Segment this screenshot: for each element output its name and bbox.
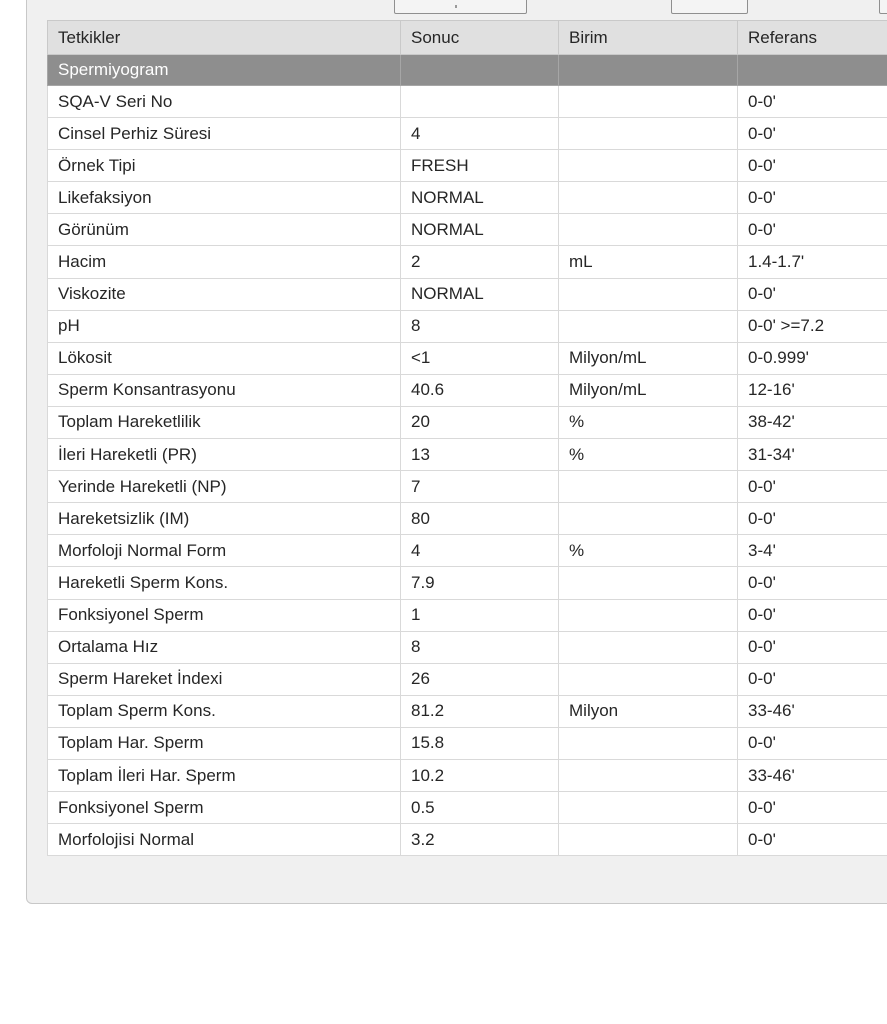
cell-reference: 0-0' bbox=[738, 214, 887, 246]
cell-result: 4 bbox=[401, 535, 559, 567]
column-header-test[interactable]: Tetkikler bbox=[48, 21, 401, 55]
cell-reference: 0-0' bbox=[738, 824, 887, 856]
section-title: Spermiyogram bbox=[48, 55, 401, 86]
table-row[interactable] bbox=[48, 406, 887, 438]
table-row[interactable] bbox=[48, 631, 887, 663]
cell-result: 1 bbox=[401, 599, 559, 631]
table-row[interactable] bbox=[48, 599, 887, 631]
cell-result: 7 bbox=[401, 471, 559, 503]
cell-unit: Milyon/mL bbox=[559, 342, 738, 374]
cell-reference: 0-0' bbox=[738, 278, 887, 310]
cell-reference: 0-0.999' bbox=[738, 342, 887, 374]
cell-test: Fonksiyonel Sperm bbox=[48, 792, 401, 824]
cell-reference: 0-0' bbox=[738, 599, 887, 631]
cell-unit: Milyon/mL bbox=[559, 374, 738, 406]
cell-reference: 0-0' bbox=[738, 471, 887, 503]
cell-unit: mL bbox=[559, 246, 738, 278]
cell-result: NORMAL bbox=[401, 278, 559, 310]
cell-result: 8 bbox=[401, 631, 559, 663]
cell-unit bbox=[559, 567, 738, 599]
cell-test: Sperm Konsantrasyonu bbox=[48, 374, 401, 406]
cell-reference: 3-4' bbox=[738, 535, 887, 567]
cell-result: 4 bbox=[401, 118, 559, 150]
cell-unit bbox=[559, 727, 738, 759]
table-row[interactable] bbox=[48, 759, 887, 791]
cell-test: İleri Hareketli (PR) bbox=[48, 439, 401, 471]
cell-test: Morfolojisi Normal bbox=[48, 824, 401, 856]
table-row[interactable] bbox=[48, 118, 887, 150]
column-header-reference[interactable]: Referans bbox=[738, 21, 887, 55]
table-row[interactable] bbox=[48, 439, 887, 471]
cell-test: Toplam Sperm Kons. bbox=[48, 695, 401, 727]
table-row[interactable] bbox=[48, 278, 887, 310]
cell-unit: % bbox=[559, 439, 738, 471]
cell-reference: 0-0' bbox=[738, 150, 887, 182]
section-cell bbox=[738, 55, 887, 86]
cell-unit bbox=[559, 503, 738, 535]
cell-test: Likefaksiyon bbox=[48, 182, 401, 214]
cell-test: Viskozite bbox=[48, 278, 401, 310]
cell-result: 40.6 bbox=[401, 374, 559, 406]
cell-reference: 0-0' >=7.2 bbox=[738, 310, 887, 342]
table-header-row bbox=[48, 21, 887, 55]
cell-unit bbox=[559, 214, 738, 246]
cell-test: Ortalama Hız bbox=[48, 631, 401, 663]
cell-test: Fonksiyonel Sperm bbox=[48, 599, 401, 631]
cell-unit bbox=[559, 182, 738, 214]
cell-result: 10.2 bbox=[401, 759, 559, 791]
cell-reference: 0-0' bbox=[738, 663, 887, 695]
table-row[interactable] bbox=[48, 310, 887, 342]
cell-unit bbox=[559, 663, 738, 695]
cell-unit bbox=[559, 631, 738, 663]
cell-unit bbox=[559, 759, 738, 791]
cell-test: Toplam Har. Sperm bbox=[48, 727, 401, 759]
cell-test: Cinsel Perhiz Süresi bbox=[48, 118, 401, 150]
cell-result: 13 bbox=[401, 439, 559, 471]
cell-reference: 1.4-1.7' bbox=[738, 246, 887, 278]
table-row[interactable] bbox=[48, 214, 887, 246]
table-row[interactable] bbox=[48, 727, 887, 759]
cell-test: SQA-V Seri No bbox=[48, 86, 401, 118]
cell-reference: 33-46' bbox=[738, 695, 887, 727]
cell-unit: % bbox=[559, 535, 738, 567]
table-row[interactable] bbox=[48, 471, 887, 503]
cell-test: Hacim bbox=[48, 246, 401, 278]
cell-test: Yerinde Hareketli (NP) bbox=[48, 471, 401, 503]
cell-test: pH bbox=[48, 310, 401, 342]
cell-unit: % bbox=[559, 406, 738, 438]
cell-result: NORMAL bbox=[401, 182, 559, 214]
toolbar-button-3[interactable] bbox=[879, 0, 887, 14]
cell-unit bbox=[559, 278, 738, 310]
cell-test: Hareketsizlik (IM) bbox=[48, 503, 401, 535]
cell-result: 26 bbox=[401, 663, 559, 695]
table-row[interactable] bbox=[48, 182, 887, 214]
cell-unit bbox=[559, 86, 738, 118]
cell-result: 0.5 bbox=[401, 792, 559, 824]
cell-result: 2 bbox=[401, 246, 559, 278]
cell-reference: 0-0' bbox=[738, 118, 887, 150]
toolbar-button-1[interactable] bbox=[394, 0, 527, 14]
cell-unit bbox=[559, 824, 738, 856]
section-cell bbox=[401, 55, 559, 86]
cell-test: Morfoloji Normal Form bbox=[48, 535, 401, 567]
cell-reference: 33-46' bbox=[738, 759, 887, 791]
table-row[interactable] bbox=[48, 695, 887, 727]
cell-reference: 0-0' bbox=[738, 86, 887, 118]
cell-unit: Milyon bbox=[559, 695, 738, 727]
column-header-unit[interactable]: Birim bbox=[559, 21, 738, 55]
table-row[interactable] bbox=[48, 535, 887, 567]
column-header-result[interactable]: Sonuc bbox=[401, 21, 559, 55]
cell-result: 20 bbox=[401, 406, 559, 438]
cell-result: <1 bbox=[401, 342, 559, 374]
cell-result: 8 bbox=[401, 310, 559, 342]
table-row[interactable] bbox=[48, 567, 887, 599]
cell-test: Toplam Hareketlilik bbox=[48, 406, 401, 438]
cell-reference: 12-16' bbox=[738, 374, 887, 406]
cell-reference: 0-0' bbox=[738, 727, 887, 759]
table-row[interactable] bbox=[48, 342, 887, 374]
cell-test: Görünüm bbox=[48, 214, 401, 246]
cell-reference: 0-0' bbox=[738, 182, 887, 214]
cell-unit bbox=[559, 150, 738, 182]
table-row[interactable] bbox=[48, 663, 887, 695]
table-row[interactable] bbox=[48, 86, 887, 118]
cell-test: Lökosit bbox=[48, 342, 401, 374]
toolbar-button-2[interactable] bbox=[671, 0, 748, 14]
cell-unit bbox=[559, 118, 738, 150]
cell-result bbox=[401, 86, 559, 118]
cell-test: Örnek Tipi bbox=[48, 150, 401, 182]
cell-result: 80 bbox=[401, 503, 559, 535]
table-row[interactable] bbox=[48, 503, 887, 535]
cell-result: 3.2 bbox=[401, 824, 559, 856]
cell-reference: 38-42' bbox=[738, 406, 887, 438]
cell-test: Hareketli Sperm Kons. bbox=[48, 567, 401, 599]
cell-result: NORMAL bbox=[401, 214, 559, 246]
cell-reference: 0-0' bbox=[738, 503, 887, 535]
results-table bbox=[47, 20, 887, 856]
cell-unit bbox=[559, 310, 738, 342]
cell-unit bbox=[559, 471, 738, 503]
table-row[interactable] bbox=[48, 792, 887, 824]
cell-test: Sperm Hareket İndexi bbox=[48, 663, 401, 695]
cell-unit bbox=[559, 792, 738, 824]
cell-test: Toplam İleri Har. Sperm bbox=[48, 759, 401, 791]
cell-result: FRESH bbox=[401, 150, 559, 182]
section-cell bbox=[559, 55, 738, 86]
table-row[interactable] bbox=[48, 824, 887, 856]
cell-reference: 31-34' bbox=[738, 439, 887, 471]
section-row[interactable] bbox=[48, 55, 887, 86]
table-row[interactable] bbox=[48, 246, 887, 278]
table-row[interactable] bbox=[48, 150, 887, 182]
cell-result: 81.2 bbox=[401, 695, 559, 727]
cell-result: 7.9 bbox=[401, 567, 559, 599]
table-row[interactable] bbox=[48, 374, 887, 406]
cell-unit bbox=[559, 599, 738, 631]
cell-reference: 0-0' bbox=[738, 567, 887, 599]
cell-reference: 0-0' bbox=[738, 792, 887, 824]
cell-reference: 0-0' bbox=[738, 631, 887, 663]
cell-result: 15.8 bbox=[401, 727, 559, 759]
